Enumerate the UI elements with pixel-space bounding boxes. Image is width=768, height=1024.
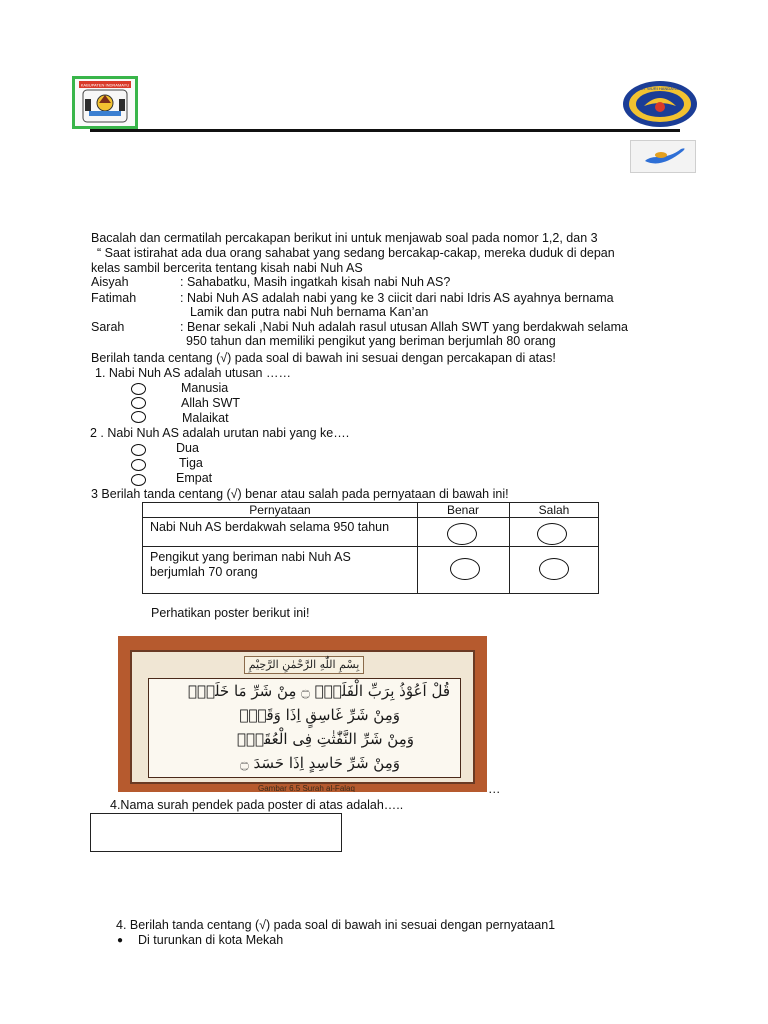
poster-frame <box>130 650 475 784</box>
true-answer-circle[interactable] <box>450 558 480 580</box>
q2-option-radio[interactable] <box>131 474 146 486</box>
poster-caption: Gambar 6.5 Surah al-Falaq <box>258 784 355 792</box>
dialog-line-aisyah: : Sahabatku, Masih ingatkah kisah nabi Nuh AS? <box>180 275 451 289</box>
q2-option-label: Dua <box>176 441 199 455</box>
table-row-statement: Pengikut yang beriman nabi Nuh AS <box>150 550 351 564</box>
q1-option-radio[interactable] <box>131 411 146 423</box>
answer-box[interactable] <box>90 813 342 852</box>
dialog-line-fatimah-cont: Lamik dan putra nabi Nuh bernama Kan’an <box>190 305 429 319</box>
false-answer-circle[interactable] <box>539 558 569 580</box>
dialog-speaker-fatimah: Fatimah <box>91 291 137 305</box>
intro-line-3: kelas sambil bercerita tentang kisah nabi Nuh AS <box>91 261 363 275</box>
district-emblem-icon <box>75 79 135 126</box>
poster-basmalah: بِسْمِ اللّٰهِ الرَّحْمٰنِ الرَّحِيْمِ <box>244 656 364 674</box>
poster-verse: قُلْ اَعُوْذُ بِرَبِّ الْفَلَقِۙ ۝ مِنْ شَرِّ مَا خَلَقَۙ <box>187 682 450 700</box>
q1-option-radio[interactable] <box>131 383 146 395</box>
q1-option-label: Manusia <box>181 381 229 395</box>
tut-wuri-handayani-logo <box>622 80 698 128</box>
intro-line-1: Bacalah dan cermatilah percakapan berikut ini untuk menjawab soal pada nomor 1,2, dan 3 <box>91 231 598 245</box>
bullet-statement: Di turunkan di kota Mekah <box>138 933 284 947</box>
logo-motto-text: TUT WURI HANDAYANI <box>638 86 682 91</box>
true-answer-circle[interactable] <box>447 523 477 545</box>
intro-line-2: “ Saat istirahat ada dua orang sahabat yang sedang bercakap-cakap, mereka duduk di depan <box>97 246 615 260</box>
table-header-false: Salah <box>538 503 570 517</box>
bullet-icon: ● <box>117 935 124 946</box>
q2-option-radio[interactable] <box>131 444 146 456</box>
q2-option-radio[interactable] <box>131 459 146 471</box>
table-row-statement: Nabi Nuh AS berdakwah selama 950 tahun <box>150 520 390 534</box>
dialog-speaker-sarah: Sarah <box>91 320 125 334</box>
question-2: 2 . Nabi Nuh AS adalah urutan nabi yang ke…. <box>90 426 350 440</box>
poster-intro: Perhatikan poster berikut ini! <box>151 606 310 620</box>
education-emblem-icon <box>622 80 698 128</box>
table-divider <box>143 546 598 547</box>
dialog-line-sarah-cont: 950 tahun dan memiliki pengikut yang beriman berjumlah 80 orang <box>186 334 556 348</box>
poster-verse: وَمِنْ شَرِّ غَاسِقٍ اِذَا وَقَبَۙ <box>239 706 400 724</box>
hand-icon <box>630 140 696 173</box>
table-header-statement: Pernyataan <box>249 503 311 517</box>
instruction-1: Berilah tanda centang (√) pada soal di bawah ini sesuai dengan percakapan di atas! <box>91 351 556 365</box>
table-header-true: Benar <box>446 503 480 517</box>
poster-verse: وَمِنْ شَرِّ حَاسِدٍ اِذَا حَسَدَ ۝ <box>239 754 400 772</box>
surah-poster-image <box>118 636 487 792</box>
poster-verse-panel <box>148 678 461 778</box>
header-rule <box>90 129 680 132</box>
question-4: 4.Nama surah pendek pada poster di atas adalah….. <box>110 798 404 812</box>
question-1: 1. Nabi Nuh AS adalah utusan …… <box>95 366 291 380</box>
true-false-table <box>142 502 599 594</box>
logo-banner-text: KABUPATEN INDRAMAYU <box>80 82 130 88</box>
q1-option-radio[interactable] <box>131 397 146 409</box>
question-5: 4. Berilah tanda centang (√) pada soal di bawah ini sesuai dengan pernyataan1 <box>116 918 556 932</box>
q2-option-label: Tiga <box>179 456 203 470</box>
q1-option-label: Allah SWT <box>181 396 241 410</box>
dialog-line-sarah: : Benar sekali ,Nabi Nuh adalah rasul utusan Allah SWT yang berdakwah selama <box>180 320 628 334</box>
district-logo <box>72 76 138 129</box>
q1-option-label: Malaikat <box>182 411 229 425</box>
dialog-speaker-aisyah: Aisyah <box>91 275 129 289</box>
question-3: 3 Berilah tanda centang (√) benar atau salah pada pernyataan di bawah ini! <box>91 487 509 501</box>
table-row-statement-cont: berjumlah 70 orang <box>150 565 258 579</box>
q2-option-label: Empat <box>176 471 213 485</box>
poster-trailing-dots: … <box>488 782 501 796</box>
poster-verse: وَمِنْ شَرِّ النَّفّٰثٰتِ فِى الْعُقَدِۙ <box>237 730 414 748</box>
dialog-line-fatimah: : Nabi Nuh AS adalah nabi yang ke 3 ciicit dari nabi Idris AS ayahnya bernama <box>180 291 614 305</box>
false-answer-circle[interactable] <box>537 523 567 545</box>
